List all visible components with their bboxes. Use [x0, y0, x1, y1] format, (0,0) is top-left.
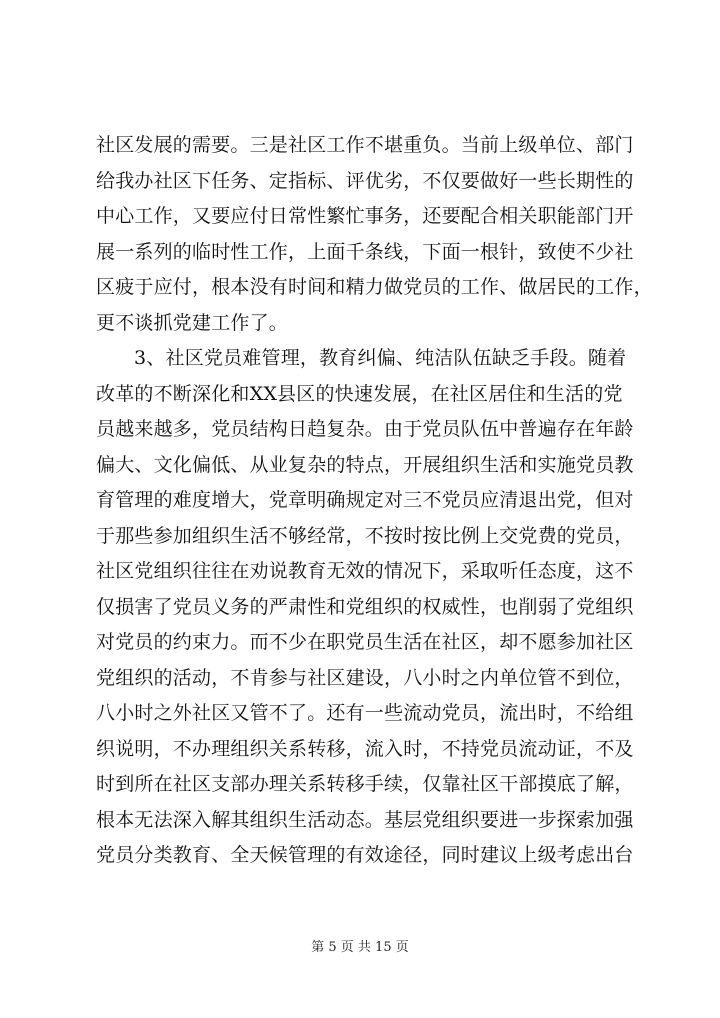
text-line: 给我办社区下任务、定指标、评优劣，不仅要做好一些长期性的 [96, 169, 634, 192]
paragraph-start-line: 3、社区党员难管理，教育纠偏、纯洁队伍缺乏手段。随着 [134, 347, 627, 369]
text-line: 党员分类教育、全天候管理的有效途径，同时建议上级考虑出台 [96, 844, 634, 866]
body-text [96, 128, 653, 874]
text-line: 更不谈抓党建工作了。 [96, 311, 289, 334]
text-line: 时到所在社区支部办理关系转移手续，仅靠社区干部摸底了解， [96, 773, 634, 795]
text-line: 于那些参加组织生活不够经常，不按时按比例上交党费的党员， [96, 524, 634, 547]
text-line: 织说明，不办理组织关系转移，流入时，不持党员流动证，不及 [96, 737, 634, 760]
text-line: 仅损害了党员义务的严肃性和党组织的权威性，也削弱了党组织 [96, 595, 634, 618]
text-line: 中心工作，又要应付日常性繁忙事务，还要配合相关职能部门开 [96, 205, 634, 227]
text-line: 改革的不断深化和XX县区的快速发展，在社区居住和生活的党 [96, 382, 623, 405]
text-line: 八小时之外社区又管不了。还有一些流动党员，流出时，不给组 [96, 702, 634, 724]
text-line: 育管理的难度增大，党章明确规定对三不党员应清退出党，但对 [96, 489, 634, 511]
text-line: 区疲于应付，根本没有时间和精力做党员的工作、做居民的工作， [96, 276, 653, 298]
text-line: 党组织的活动，不肯参与社区建设，八小时之内单位管不到位， [96, 666, 634, 689]
page-number-label: 第 5 页 共 15 页 [311, 940, 409, 955]
text-line: 社区党组织往往在劝说教育无效的情况下，采取听任态度，这不 [96, 560, 634, 582]
text-line: 对党员的约束力。而不少在职党员生活在社区，却不愿参加社区 [96, 631, 634, 653]
page-footer [0, 936, 720, 955]
text-line: 展一系列的临时性工作，上面千条线，下面一根针，致使不少社 [96, 240, 634, 263]
text-line: 员越来越多，党员结构日趋复杂。由于党员队伍中普遍存在年龄 [96, 418, 634, 440]
text-line: 根本无法深入解其组织生活动态。基层党组织要进一步探索加强 [96, 808, 634, 831]
text-line: 社区发展的需要。三是社区工作不堪重负。当前上级单位、部门 [96, 134, 634, 156]
text-line: 偏大、文化偏低、从业复杂的特点，开展组织生活和实施党员教 [96, 453, 634, 476]
